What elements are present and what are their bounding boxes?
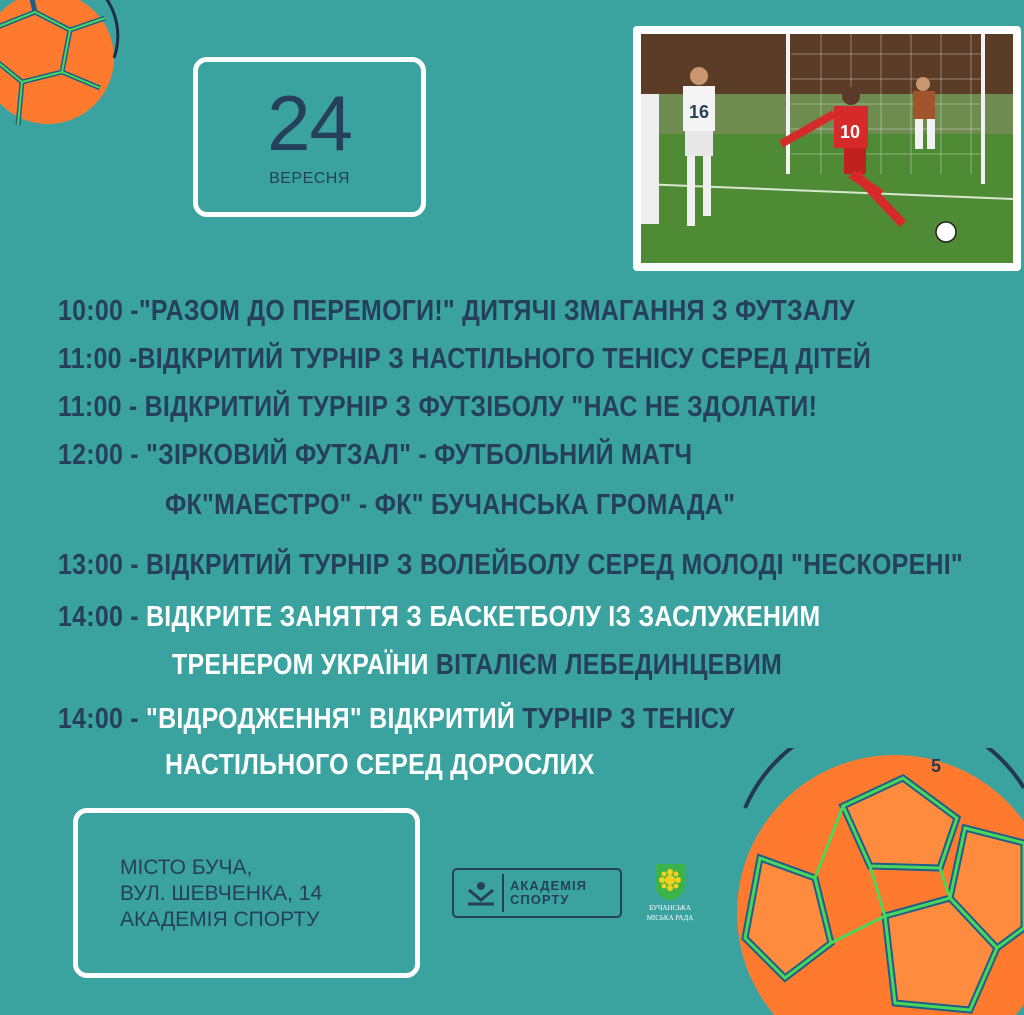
- event-title: "РАЗОМ ДО ПЕРЕМОГИ!" ДИТЯЧІ ЗМАГАННЯ З ФУТЗАЛУ: [138, 295, 855, 327]
- academy-sport-logo: [452, 868, 622, 918]
- event-time: 12:00: [58, 439, 124, 471]
- schedule-item: 11:00 -ВІДКРИТИЙ ТУРНІР З НАСТІЛЬНОГО ТЕНІСУ СЕРЕД ДІТЕЙ: [58, 338, 871, 380]
- event-title: ВІДКРИТИЙ ТУРНІР З ВОЛЕЙБОЛУ СЕРЕД МОЛОДІ "НЕСКОРЕНІ": [146, 549, 964, 581]
- academy-logo-line2: СПОРТУ: [510, 892, 570, 907]
- rada-caption-line2: МІСЬКА РАДА: [646, 914, 694, 922]
- svg-text:10: 10: [840, 122, 861, 142]
- event-title: ВІДКРИТЕ ЗАНЯТТЯ З БАСКЕТБОЛУ ІЗ ЗАСЛУЖЕНИМ: [146, 601, 821, 633]
- football-ball-bottom-right: [735, 748, 1024, 1015]
- svg-text:16: 16: [689, 102, 710, 122]
- academy-logo-line1: АКАДЕМІЯ: [510, 878, 587, 893]
- academy-emblem-icon: [460, 874, 504, 912]
- schedule-item: 14:00 - "ВІДРОДЖЕННЯ" ВІДКРИТИЙ ТУРНІР З ТЕНІСУ: [58, 698, 735, 740]
- schedule-item: 14:00 - ВІДКРИТЕ ЗАНЯТТЯ З БАСКЕТБОЛУ ІЗ ЗАСЛУЖЕНИМ: [58, 596, 820, 638]
- event-title: "ЗІРКОВИЙ ФУТЗАЛ" - ФУТБОЛЬНИЙ МАТЧ: [146, 439, 693, 471]
- bucha-city-council-logo: [638, 862, 702, 922]
- svg-text:5: 5: [931, 756, 942, 776]
- event-time: 14:00: [58, 703, 124, 735]
- rada-caption-line1: БУЧАНСЬКА: [649, 904, 691, 912]
- event-time: 11:00: [58, 391, 122, 423]
- event-time: 14:00: [58, 601, 124, 633]
- schedule-item-continuation: ТРЕНЕРОМ УКРАЇНИ ВІТАЛІЄМ ЛЕБЕДИНЦЕВИМ: [172, 649, 783, 681]
- address-box: [73, 808, 420, 978]
- schedule-item: 11:00 - ВІДКРИТИЙ ТУРНІР З ФУТЗІБОЛУ "НАС НЕ ЗДОЛАТИ!: [58, 386, 817, 428]
- date-day: 24: [267, 79, 352, 167]
- event-time: 13:00: [58, 549, 124, 581]
- schedule-item-continuation: НАСТІЛЬНОГО СЕРЕД ДОРОСЛИХ: [165, 749, 595, 781]
- city-shield-icon: [653, 862, 687, 902]
- event-title: ВІДКРИТИЙ ТУРНІР З НАСТІЛЬНОГО ТЕНІСУ СЕРЕД ДІТЕЙ: [137, 343, 872, 375]
- date-month: ВЕРЕСНЯ: [269, 170, 350, 187]
- football-ball-top-left: [0, 0, 120, 130]
- address-venue: АКАДЕМІЯ СПОРТУ: [120, 908, 320, 931]
- football-match-photo: [633, 26, 1021, 271]
- event-title-continued: ФК"МАЕСТРО" - ФК" БУЧАНСЬКА ГРОМАДА": [165, 489, 736, 521]
- schedule-item: 13:00 - ВІДКРИТИЙ ТУРНІР З ВОЛЕЙБОЛУ СЕРЕД МОЛОДІ "НЕСКОРЕНІ": [58, 544, 963, 586]
- schedule-item: 10:00 -"РАЗОМ ДО ПЕРЕМОГИ!" ДИТЯЧІ ЗМАГАННЯ З ФУТЗАЛУ: [58, 290, 855, 332]
- schedule-item-continuation: [165, 484, 735, 526]
- schedule-item: 12:00 - "ЗІРКОВИЙ ФУТЗАЛ" - ФУТБОЛЬНИЙ МАТЧ: [58, 434, 692, 476]
- date-box: [193, 57, 426, 217]
- event-time: 10:00: [58, 295, 124, 327]
- event-title: ВІДКРИТИЙ ТУРНІР З ФУТЗІБОЛУ "НАС НЕ ЗДОЛАТИ!: [144, 391, 818, 423]
- address-street: ВУЛ. ШЕВЧЕНКА, 14: [120, 882, 323, 905]
- event-time: 11:00: [58, 343, 122, 375]
- address-city: МІСТО БУЧА,: [120, 856, 253, 879]
